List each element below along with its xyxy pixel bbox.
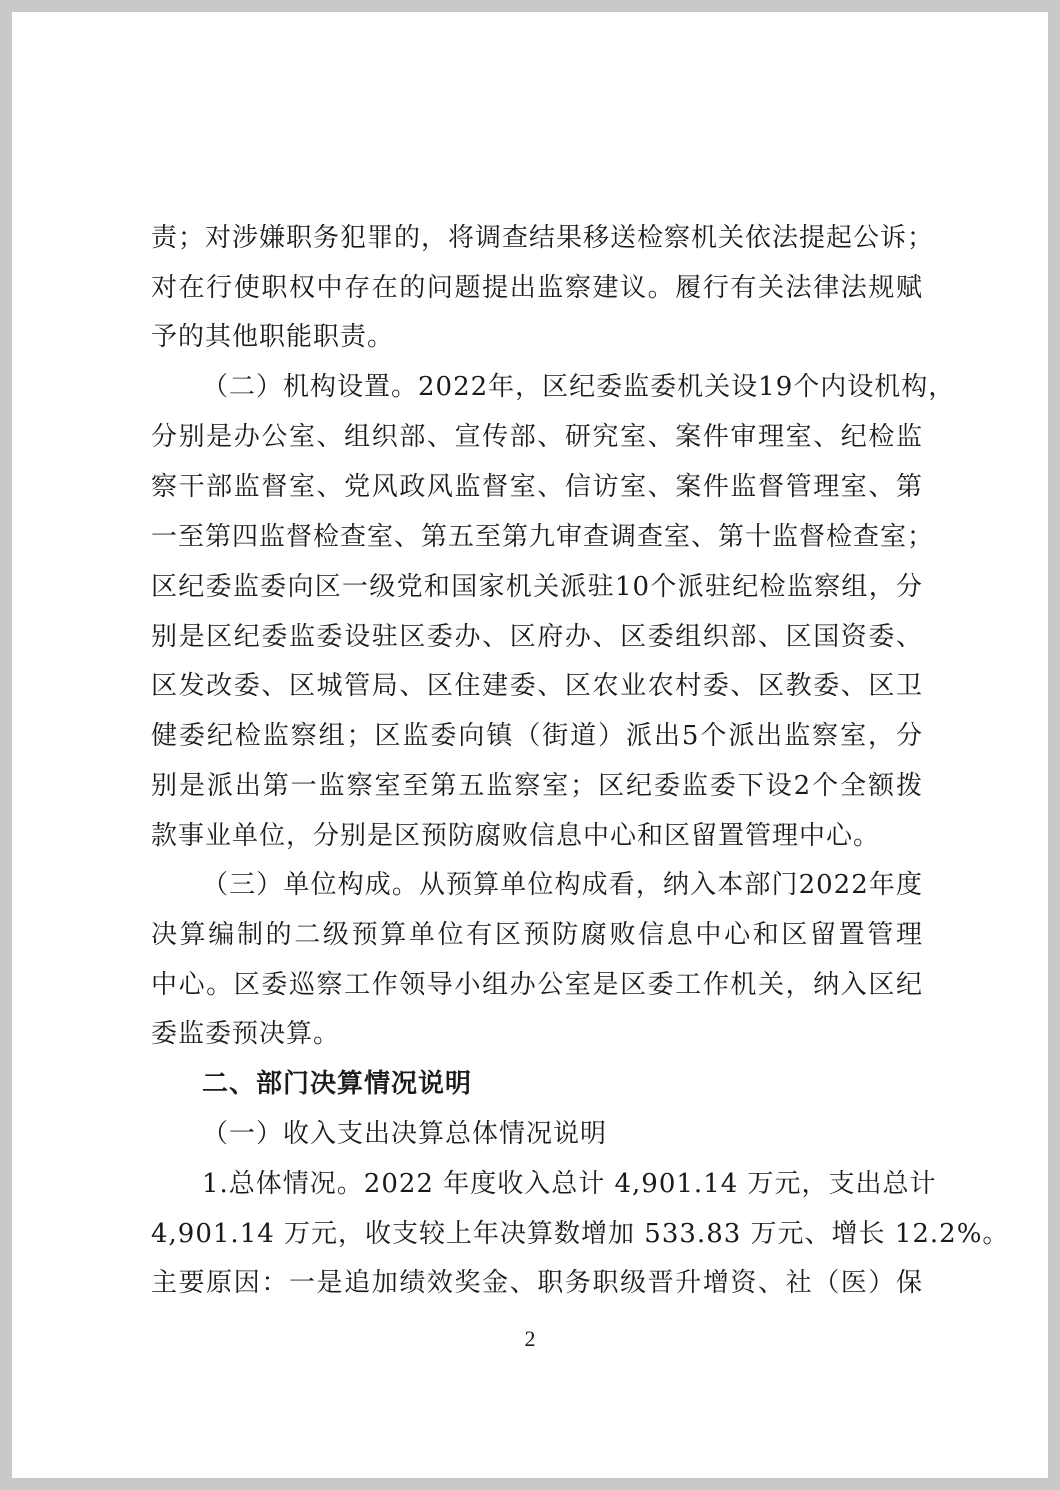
section-heading-line: （三）单位构成。从预算单位构成看，纳入本部门2022年度 bbox=[202, 870, 923, 900]
text-line: 4,901.14 万元，收支较上年决算数增加 533.83 万元、增长 12.2%。 bbox=[151, 1219, 1010, 1249]
text-line: 予的其他职能职责。 bbox=[151, 322, 395, 352]
text-line: 款事业单位，分别是区预防腐败信息中心和区留置管理中心。 bbox=[151, 821, 881, 851]
text-line: 主要原因：一是追加绩效奖金、职务职级晋升增资、社（医）保 bbox=[151, 1268, 923, 1298]
text-line: 健委纪检监察组；区监委向镇（街道）派出5个派出监察室，分 bbox=[151, 721, 923, 751]
text-line: 区纪委监委向区一级党和国家机关派驻10个派驻纪检监察组，分 bbox=[151, 572, 923, 602]
text-line: 分别是办公室、组织部、宣传部、研究室、案件审理室、纪检监 bbox=[151, 422, 923, 452]
text-line: 别是派出第一监察室至第五监察室；区纪委监委下设2个全额拨 bbox=[151, 771, 923, 801]
text-line: 对在行使职权中存在的问题提出监察建议。履行有关法律法规赋 bbox=[151, 273, 923, 303]
text-line: 别是区纪委监委设驻区委办、区府办、区委组织部、区国资委、 bbox=[151, 622, 923, 652]
subsection-heading: （一）收入支出决算总体情况说明 bbox=[202, 1119, 608, 1149]
text-line: 中心。区委巡察工作领导小组办公室是区委工作机关，纳入区纪 bbox=[151, 970, 923, 1000]
text-line: 一至第四监督检查室、第五至第九审查调查室、第十监督检查室； bbox=[151, 522, 935, 552]
text-line: 察干部监督室、党风政风监督室、信访室、案件监督管理室、第 bbox=[151, 472, 923, 502]
section-heading: 二、部门决算情况说明 bbox=[202, 1069, 473, 1099]
page-number: 2 bbox=[524, 1326, 536, 1351]
text-line: 1.总体情况。2022 年度收入总计 4,901.14 万元，支出总计 bbox=[202, 1169, 937, 1199]
section-heading-line: （二）机构设置。2022年，区纪委监委机关设19个内设机构， bbox=[202, 372, 956, 402]
text-line: 委监委预决算。 bbox=[151, 1019, 341, 1049]
text-line: 责；对涉嫌职务犯罪的，将调查结果移送检察机关依法提起公诉； bbox=[151, 223, 935, 253]
text-line: 区发改委、区城管局、区住建委、区农业农村委、区教委、区卫 bbox=[151, 671, 923, 701]
text-line: 决算编制的二级预算单位有区预防腐败信息中心和区留置管理 bbox=[151, 920, 923, 950]
document-page bbox=[12, 12, 1048, 1478]
